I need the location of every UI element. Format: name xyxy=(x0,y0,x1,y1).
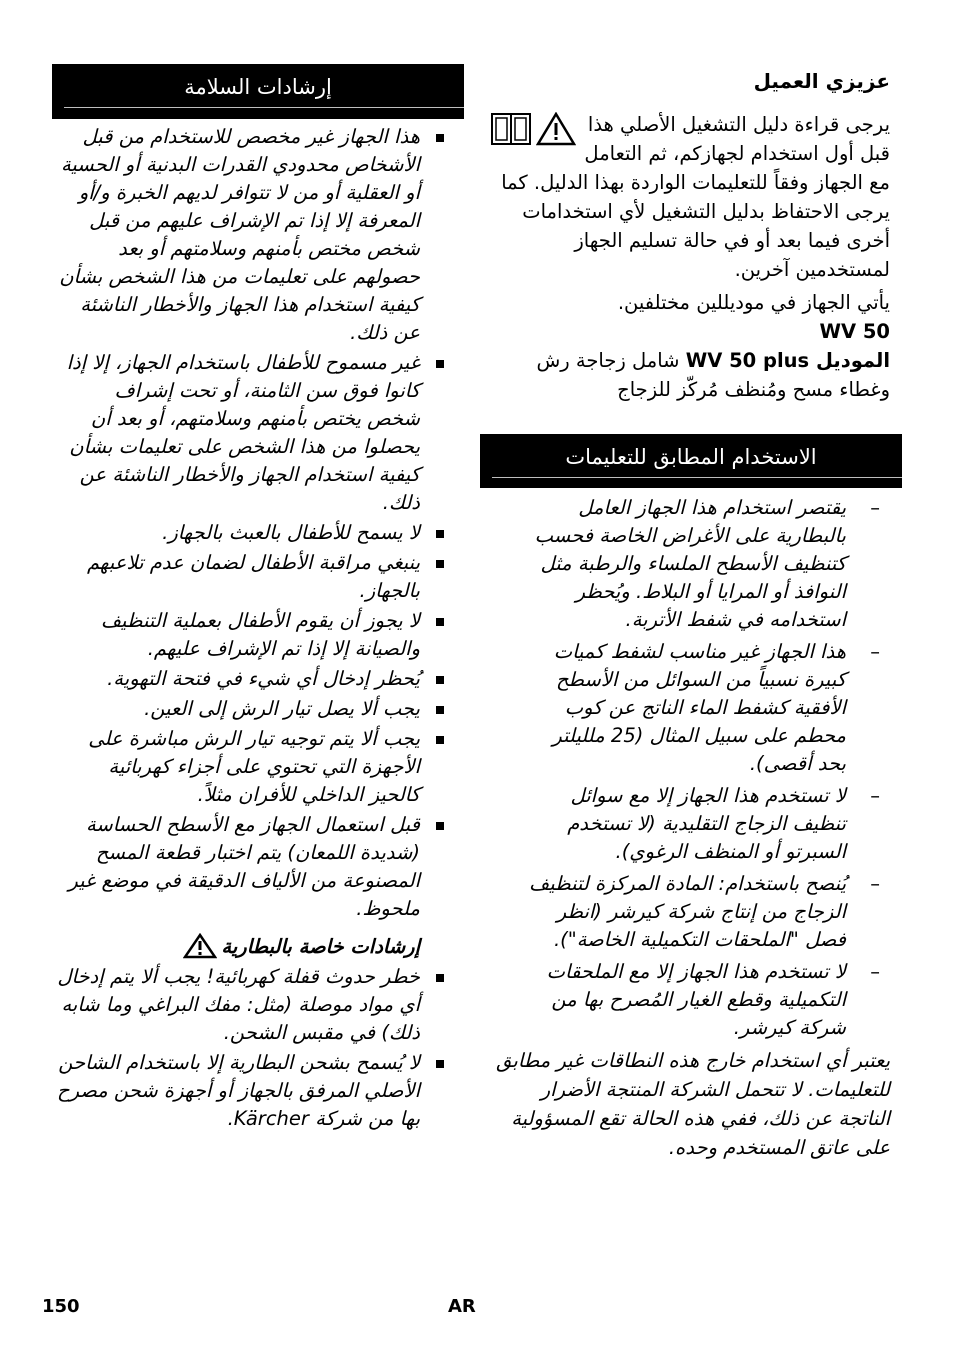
bullet-square-icon xyxy=(436,360,444,368)
usage-footer: يعتبر أي استخدام خارج هذه النطاقات غير مطابق للتعليمات. لا تتحمل الشركة المنتجة الأضرار الناتجة عن ذلك، ففي هذه الحالة تقع المسؤولية على عاتق المستخدم وحده. xyxy=(496,1049,890,1159)
list-item: يُحظر إدخال أي شيء في فتحة التهوية. xyxy=(52,665,464,693)
list-item: هذا الجهاز غير مخصص للاستخدام من قبل الأشخاص محدودي القدرات البدنية أو الحسية أو العقلية أو من لا تتوافر لديهم الخبرة و/أو المعرفة إلا إذا تم الإشراف عليهم من قبل شخص مختص بأمنهم وسلامتهم أو بعد حصولهم على تعليمات من هذا الشخص بشأن كيفية استخدام هذا الجهاز والأخطار الناشئة عن ذلك. xyxy=(52,123,464,347)
open-book-icon xyxy=(490,112,532,146)
usage-list xyxy=(490,494,890,1042)
bullet-square-icon xyxy=(436,676,444,684)
bullet-square-icon xyxy=(436,706,444,714)
models-intro: يأتي الجهاز في موديللين مختلفين. xyxy=(617,291,890,314)
model-2 xyxy=(490,346,890,404)
list-item: – لا تستخدم هذا الجهاز إلا مع سوائل تنظيف الزجاج التقليدية (لا تستخدم السبرتو أو المنظف الرغوي). xyxy=(567,784,880,863)
safety-section-header xyxy=(52,64,464,118)
header-underline xyxy=(52,118,464,119)
list-item: – يُنصح باستخدام: المادة المركزة لتنظيف الزجاج من إنتاج شركة كيرشر (انظر فصل "الملحقات التكميلية الخاصة"). xyxy=(529,872,880,951)
usage-title: الاستخدام المطابق للتعليمات xyxy=(565,445,817,469)
intro-block xyxy=(490,110,890,284)
model-2-label: الموديل WV 50 plus xyxy=(685,349,890,372)
usage-section-header xyxy=(480,434,902,488)
battery-list xyxy=(52,963,464,1133)
list-item: – لا تستخدم هذا الجهاز إلا مع الملحقات التكميلية وقطع الغيار المُصرح بها من شركة كيرشر. xyxy=(546,960,880,1039)
model-1: WV 50 xyxy=(819,320,890,343)
bullet-square-icon xyxy=(436,530,444,538)
language-code: AR xyxy=(448,1296,476,1317)
greeting: عزيزي العميل xyxy=(753,69,890,93)
list-item: قبل استعمال الجهاز مع الأسطح الحساسة (شديدة اللمعان) يتم اختبار قطعة المسح المصنوعة من الألياف الدقيقة في موضع غير ملحوظ. xyxy=(52,811,464,923)
safety-list xyxy=(52,123,464,923)
bullet-square-icon xyxy=(436,618,444,626)
battery-title: إرشادات خاصة بالبطارية xyxy=(221,934,420,958)
bullet-square-icon xyxy=(436,560,444,568)
list-item: غير مسموح للأطفال باستخدام الجهاز، إلا إذا كانوا فوق سن الثامنة، أو تحت إشراف شخص يختص بأمنهم وسلامتهم، أو بعد أن يحصلوا من هذا الشخص على تعليمات بشأن كيفية استخدام الجهاز والأخطار الناشئة عن ذلك. xyxy=(52,349,464,517)
list-item: لا يسمح للأطفال بالعبث بالجهاز. xyxy=(52,519,464,547)
list-item: ينبغي مراقبة الأطفال لضمان عدم تلاعبهم بالجهاز. xyxy=(52,549,464,605)
page-number: 150 xyxy=(42,1296,80,1317)
battery-heading xyxy=(52,933,464,959)
list-item: – هذا الجهاز غير مناسب لشفط كميات كبيرة نسبياً من السوائل من الأسطح الأفقية كشفط الماء الناتج عن كوب محطم على سبيل المثال (25 ملليلتر بحد أقصى). xyxy=(552,640,880,775)
list-item: لا يجوز أن يقوم الأطفال بعملية التنظيف والصيانة إلا إذا تم الإشراف عليهم. xyxy=(52,607,464,663)
list-item: لا يُسمح بشحن البطارية إلا باستخدام الشاحن الأصلي المرفق بالجهاز أو أجهزة شحن مصرح بها من شركة Kärcher. xyxy=(52,1049,464,1133)
right-column xyxy=(490,62,890,1162)
bullet-square-icon xyxy=(436,822,444,830)
model-2-desc: شامل زجاجة رش وغطاء مسح ومُنظف مُركّز للزجاج xyxy=(536,349,890,401)
bullet-square-icon xyxy=(436,134,444,142)
bullet-square-icon xyxy=(436,1060,444,1068)
warning-triangle-icon xyxy=(183,933,217,959)
bullet-square-icon xyxy=(436,736,444,744)
left-column xyxy=(52,64,464,1135)
intro-text: يرجى قراءة دليل التشغيل الأصلي هذا قبل أول استخدام لجهازكم، ثم التعامل مع الجهاز وفقاً للتعليمات الواردة بهذا الدليل. كما يرجى الاحتفاظ بدليل التشغيل لأي استخدامات أخرى فيما بعد أو في حالة تسليم الجهاز لمستخدمين آخرين. xyxy=(501,113,890,281)
safety-title: إرشادات السلامة xyxy=(184,75,332,99)
list-item: يجب ألا يصل تيار الرش إلى العين. xyxy=(52,695,464,723)
list-item: – يقتصر استخدام هذا الجهاز العامل بالبطارية على الأغراض الخاصة فحسب كتنظيف الأسطح الملساء والرطبة مثل النوافذ أو المرايا أو البلاط. ويُحظر استخدامه في شفط الأتربة. xyxy=(534,496,880,631)
bullet-square-icon xyxy=(436,974,444,982)
list-item: يجب ألا يتم توجيه تيار الرش مباشرة على الأجهزة التي تحتوي على أجزاء كهربائية كالحيز الداخلي للأفران مثلاً. xyxy=(52,725,464,809)
manual-icons xyxy=(490,112,576,146)
warning-triangle-icon xyxy=(536,112,576,146)
list-item: خطر حدوث قفلة كهربائية! يجب ألا يتم إدخال أي مواد موصلة (مثل: مفك البراغي وما شابه ذلك) في مقبس الشحن. xyxy=(52,963,464,1047)
